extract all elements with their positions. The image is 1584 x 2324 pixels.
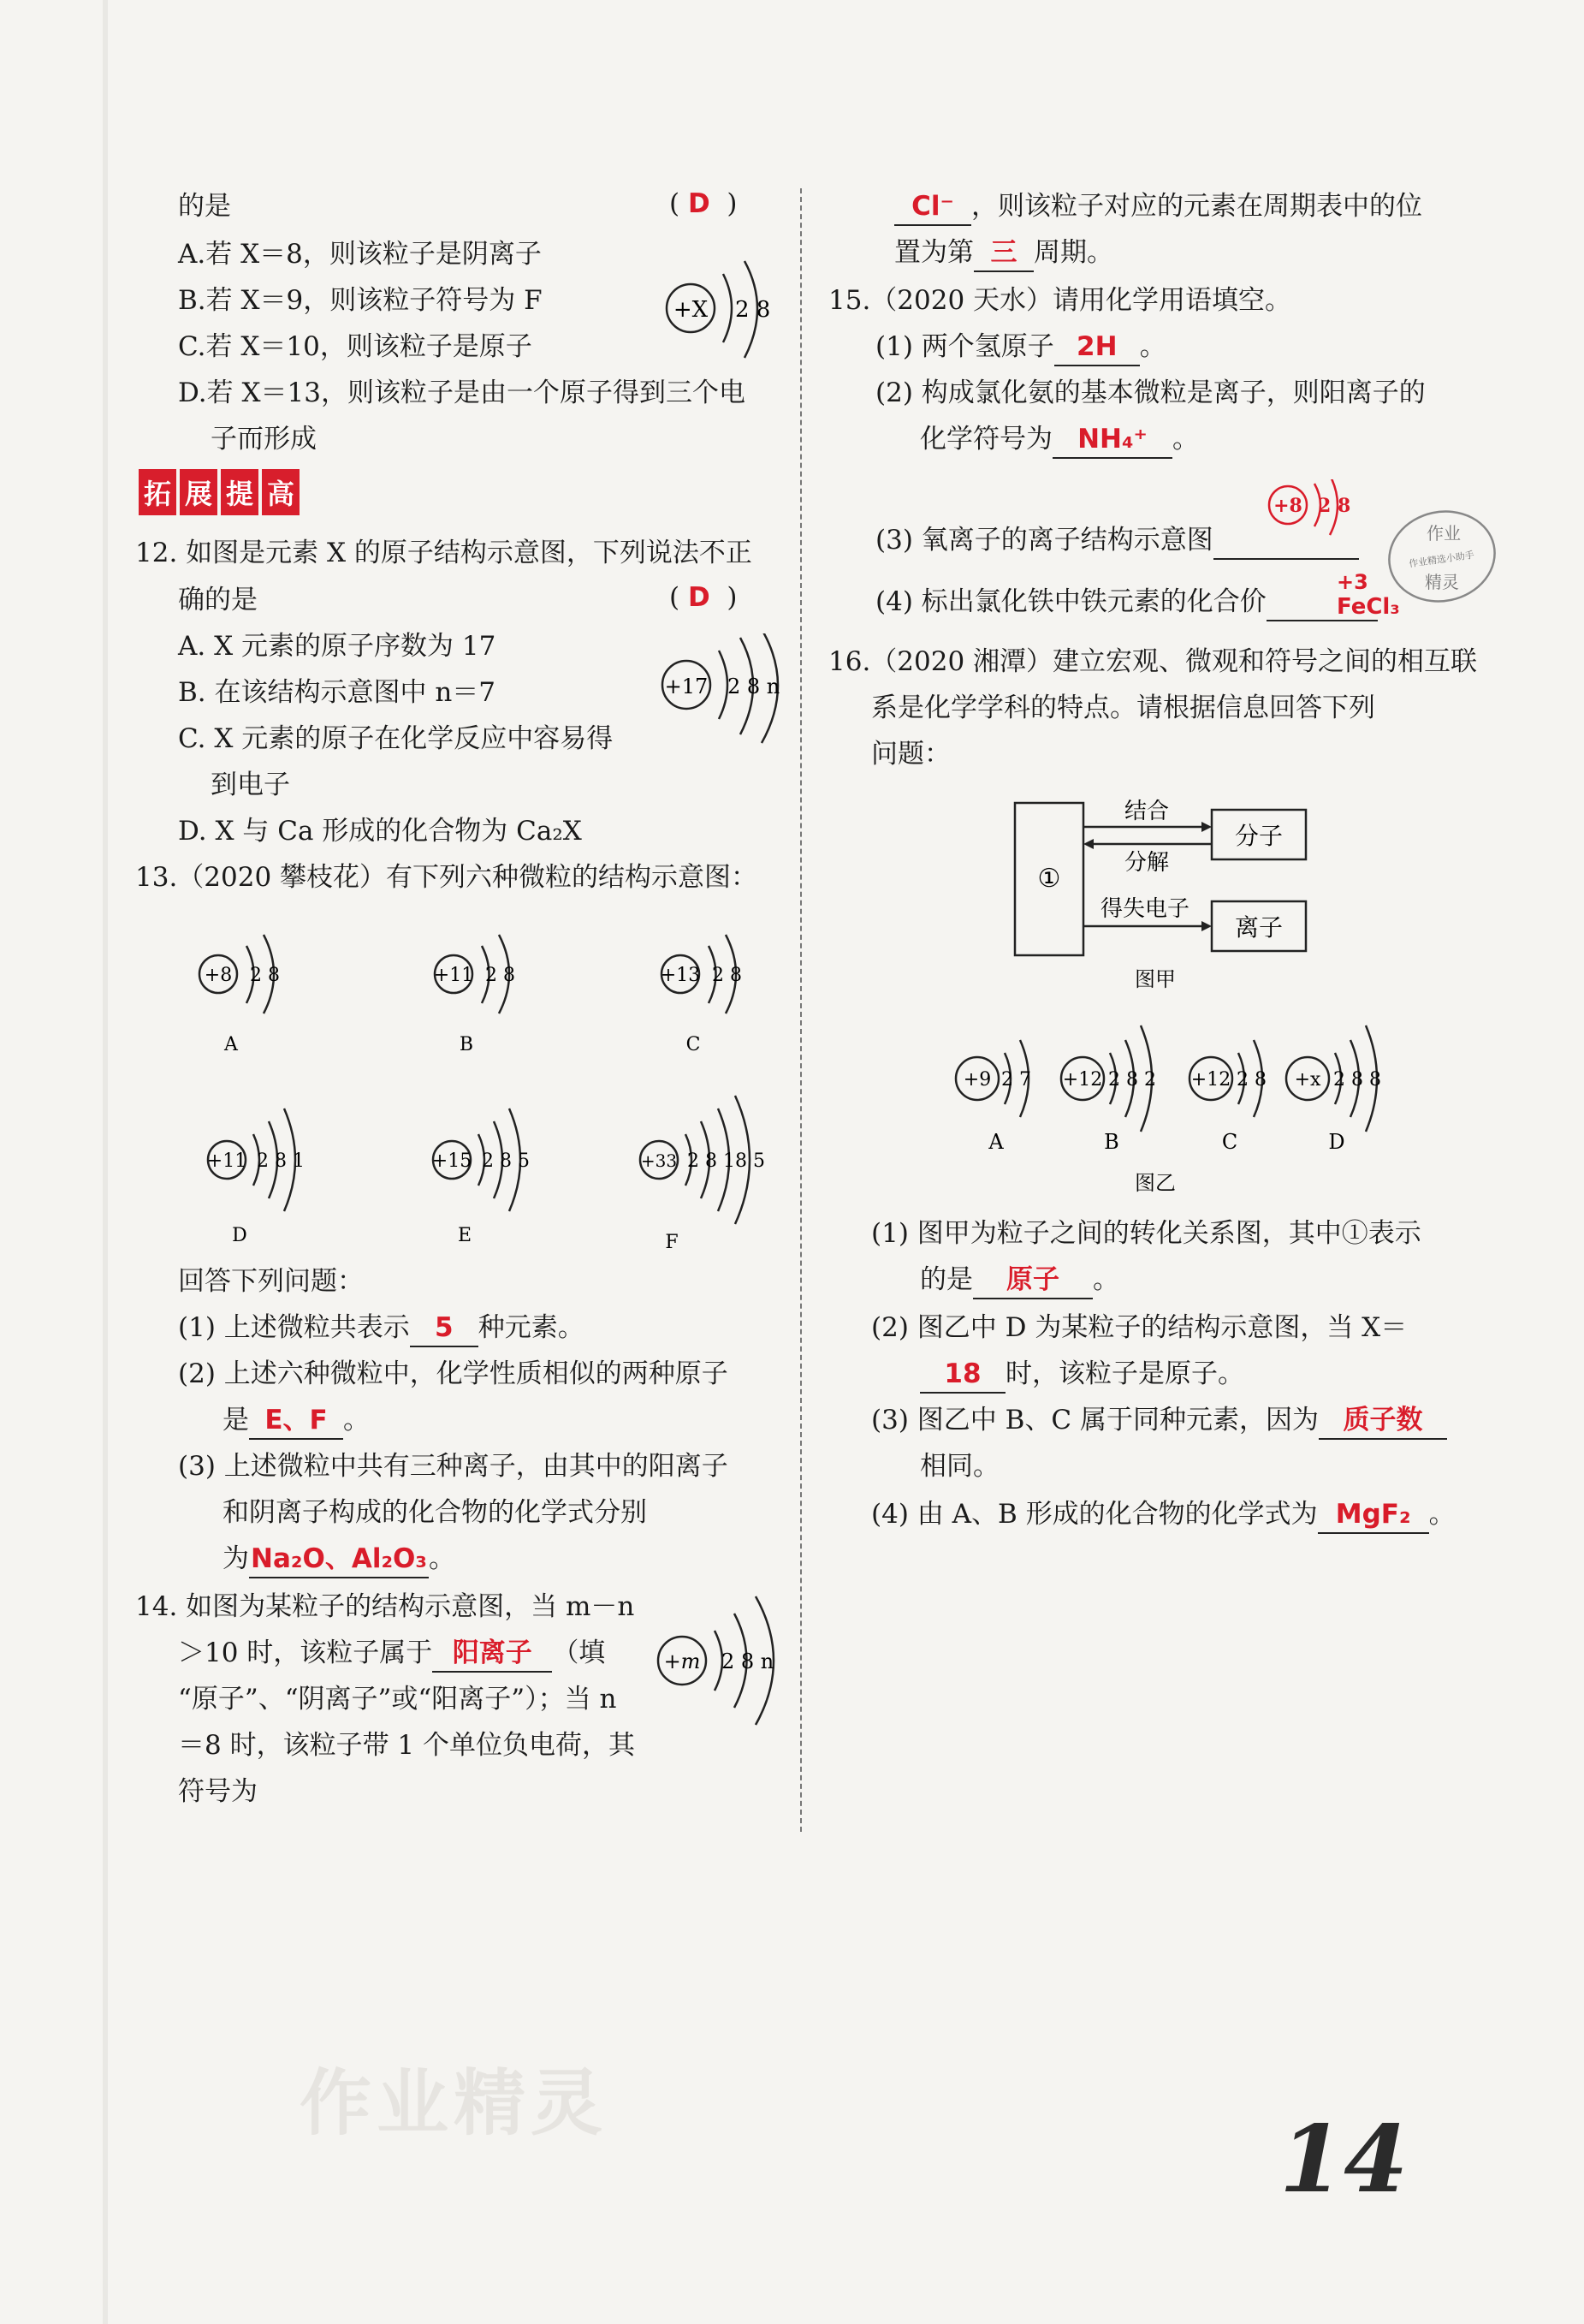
svg-text:2 7: 2 7 <box>1001 1069 1031 1091</box>
svg-text:2 8 1: 2 8 1 <box>257 1150 305 1172</box>
section-banner: 拓 展 提 高 <box>139 469 303 514</box>
svg-text:2 8: 2 8 <box>1318 495 1351 517</box>
q13-atom-c <box>661 935 742 1055</box>
figure-jia-circle: ① <box>1037 864 1061 894</box>
svg-text:分子: 分子 <box>1234 822 1284 850</box>
page-edge-shadow <box>103 0 108 2324</box>
q12-answer: D <box>687 582 710 613</box>
svg-text:+17: +17 <box>664 675 709 698</box>
q13-title: 13.（2020 攀枝花）有下列六种微粒的结构示意图： <box>135 862 758 893</box>
svg-text:+33: +33 <box>640 1150 678 1171</box>
q14-answer-3: 三 <box>974 235 1034 272</box>
q11-answer: D <box>687 188 710 219</box>
q16-part1: (1) 图甲为粒子之间的转化关系图，其中①表示 <box>871 1218 1421 1249</box>
svg-text:2 8 18 5: 2 8 18 5 <box>687 1150 765 1172</box>
q14-cont-line2: 置为第 三 周期。 <box>894 235 1113 272</box>
q11-tail: 的是 <box>178 191 231 222</box>
q14-line5: 符号为 <box>178 1776 258 1807</box>
svg-text:A: A <box>224 1034 238 1055</box>
figure-jia <box>1010 788 1318 993</box>
stamp-seal <box>1382 501 1502 612</box>
svg-text:精灵: 精灵 <box>1425 572 1459 592</box>
svg-text:2 8 n: 2 8 n <box>727 675 780 698</box>
q11-shells: 2 8 <box>735 297 771 323</box>
q12-stem-cont: 确的是 <box>178 585 258 615</box>
q15-part4: (4) 标出氯化铁中铁元素的化合价 <box>875 584 1378 621</box>
watermark: 作业精灵 <box>300 2061 608 2145</box>
q14-cont-line1: Cl⁻ ，则该粒子对应的元素在周期表中的位 <box>894 188 1422 226</box>
q13-part1-answer: 5 <box>410 1310 478 1347</box>
q14-line1: 14. 如图为某粒子的结构示意图，当 m－n <box>135 1591 635 1622</box>
svg-text:D: D <box>232 1225 247 1246</box>
svg-text:A: A <box>988 1130 1004 1154</box>
svg-text:作业精选小助手: 作业精选小助手 <box>1408 549 1475 570</box>
q11-atom-diagram <box>663 257 792 368</box>
q16-part2: (2) 图乙中 D 为某粒子的结构示意图，当 X＝ <box>871 1312 1408 1343</box>
q13-part2: (2) 上述六种微粒中，化学性质相似的两种原子 <box>178 1358 728 1389</box>
q15-part2-cont: 化学符号为 NH₄⁺ 。 <box>920 421 1199 459</box>
q14-line3: “原子”、“阴离子”或“阳离子”）；当 n <box>178 1684 617 1715</box>
figure-jia-caption: 图甲 <box>1135 967 1176 991</box>
svg-text:作业: 作业 <box>1427 523 1461 544</box>
svg-text:结合: 结合 <box>1124 799 1170 824</box>
svg-text:2 8: 2 8 <box>1237 1069 1267 1091</box>
q11-answer-paren: ( D ) <box>669 188 738 219</box>
q13-atom-f <box>640 1096 765 1253</box>
q11-option-c: C.若 X＝10，则该粒子是原子 <box>178 331 532 362</box>
page-number: 14 <box>1279 2106 1409 2214</box>
q16-line2: 系是化学学科的特点。请根据信息回答下列 <box>871 692 1375 723</box>
q13-part1: (1) 上述微粒共表示 5 种元素。 <box>178 1310 584 1347</box>
svg-text:+11: +11 <box>206 1150 247 1172</box>
svg-text:+x: +x <box>1294 1069 1321 1091</box>
q14-line2: ＞10 时，该粒子属于 阳离子 （填 <box>178 1635 605 1673</box>
svg-text:B: B <box>1104 1130 1119 1154</box>
svg-text:D: D <box>1328 1130 1345 1154</box>
column-divider <box>800 188 802 1832</box>
q16-line1: 16.（2020 湘潭）建立宏观、微观和符号之间的相互联 <box>828 646 1478 677</box>
q12-stem: 12. 如图是元素 X 的原子结构示意图，下列说法不正 <box>135 538 752 568</box>
q11-option-b: B.若 X＝9，则该粒子符号为 F <box>178 285 543 316</box>
svg-text:E: E <box>457 1225 472 1246</box>
q16-part1-answer: 原子 <box>973 1262 1093 1299</box>
figure-yi-atom-c <box>1189 1040 1267 1154</box>
q16-part3-answer: 质子数 <box>1319 1402 1447 1440</box>
q13-part3-cont: 和阴离子构成的化合物的化学式分别 <box>222 1497 647 1528</box>
q15-part2-answer: NH₄⁺ <box>1053 421 1172 459</box>
q13-part3-answer: Na₂O、Al₂O₃ <box>249 1541 429 1578</box>
q13-atom-d <box>207 1109 305 1246</box>
svg-text:C: C <box>1221 1130 1238 1154</box>
svg-text:+12: +12 <box>1190 1069 1231 1091</box>
svg-text:2 8 8: 2 8 8 <box>1333 1069 1381 1091</box>
svg-text:+m: +m <box>663 1649 701 1673</box>
q13-atom-e <box>432 1109 530 1246</box>
figure-yi-atom-a <box>956 1040 1031 1154</box>
svg-text:C: C <box>685 1034 701 1055</box>
q14-answer-1: 阳离子 <box>432 1635 552 1673</box>
q11-nucleus: +X <box>673 297 709 323</box>
q15-part3-answer-diagram <box>1258 479 1378 574</box>
svg-text:F: F <box>665 1232 679 1253</box>
q13-part2-answer: E、F <box>249 1402 343 1440</box>
svg-text:+13: +13 <box>660 965 701 986</box>
q14-line4: ＝8 时，该粒子带 1 个单位负电荷，其 <box>178 1730 636 1761</box>
figure-yi-atom-b <box>1061 1025 1156 1154</box>
q11-option-d-cont: 子而形成 <box>211 424 317 455</box>
svg-text:+9: +9 <box>963 1069 992 1091</box>
q16-part3-cont: 相同。 <box>920 1451 1000 1482</box>
q14-answer-2: Cl⁻ <box>894 188 971 226</box>
q13-part3: (3) 上述微粒中共有三种离子，由其中的阳离子 <box>178 1451 728 1482</box>
svg-text:离子: 离子 <box>1234 913 1284 942</box>
q15-part4-answer: FeCl₃ <box>1337 594 1400 620</box>
q13-atom-b <box>434 935 515 1055</box>
q12-atom-diagram <box>659 633 796 745</box>
q16-part4-answer: MgF₂ <box>1318 1496 1429 1534</box>
svg-text:+12: +12 <box>1062 1069 1103 1091</box>
svg-text:2 8: 2 8 <box>485 965 515 986</box>
figure-yi-atom-d <box>1286 1025 1381 1154</box>
q13-part3-ans-line: 为Na₂O、Al₂O₃。 <box>222 1541 455 1578</box>
q15-part4-valence: +3 <box>1337 570 1368 594</box>
q12-option-c: C. X 元素的原子在化学反应中容易得 <box>178 723 614 754</box>
q15-part1-answer: 2H <box>1054 329 1140 366</box>
q13-prompt: 回答下列问题： <box>178 1266 364 1297</box>
q12-option-b: B. 在该结构示意图中 n＝7 <box>178 677 496 708</box>
svg-text:B: B <box>459 1034 474 1055</box>
q12-option-c-cont: 到电子 <box>211 770 290 800</box>
q12-option-a: A. X 元素的原子序数为 17 <box>178 631 496 662</box>
q12-option-d: D. X 与 Ca 形成的化合物为 Ca₂X <box>178 816 582 847</box>
q16-part2-answer: 18 <box>920 1356 1006 1394</box>
svg-text:+8: +8 <box>204 965 233 986</box>
q13-atom-a <box>199 935 280 1055</box>
svg-text:2 8 2: 2 8 2 <box>1108 1069 1156 1091</box>
q16-part3: (3) 图乙中 B、C 属于同种元素，因为 质子数 <box>871 1402 1447 1440</box>
q14-atom-diagram <box>655 1592 796 1729</box>
figure-yi-caption: 图乙 <box>1135 1171 1176 1195</box>
svg-text:+15: +15 <box>431 1150 472 1172</box>
q16-part4: (4) 由 A、B 形成的化合物的化学式为 MgF₂ 。 <box>871 1496 1456 1534</box>
figure-yi <box>941 1010 1403 1198</box>
svg-text:2 8: 2 8 <box>712 965 742 986</box>
svg-text:得失电子: 得失电子 <box>1100 896 1190 922</box>
q15-part1: (1) 两个氢原子 2H 。 <box>875 329 1166 366</box>
q13-atom-diagrams <box>180 907 796 1267</box>
q11-option-d: D.若 X＝13，则该粒子是由一个原子得到三个电 <box>178 377 745 408</box>
svg-text:分解: 分解 <box>1124 850 1170 876</box>
q16-part2-cont: 18 时，该粒子是原子。 <box>920 1356 1244 1394</box>
q16-part1-cont: 的是 原子 。 <box>920 1262 1119 1299</box>
q13-part2-cont: 是 E、F 。 <box>222 1402 370 1440</box>
q15-title: 15.（2020 天水）请用化学用语填空。 <box>828 285 1292 316</box>
svg-text:+8: +8 <box>1273 495 1302 517</box>
q16-line3: 问题： <box>871 739 951 770</box>
svg-text:2 8 5: 2 8 5 <box>482 1150 530 1172</box>
svg-text:+11: +11 <box>433 965 474 986</box>
q15-part2: (2) 构成氯化氨的基本微粒是离子，则阳离子的 <box>875 377 1426 408</box>
q15-part3: (3) 氧离子的离子结构示意图 <box>875 522 1359 560</box>
q11-option-a: A.若 X＝8，则该粒子是阴离子 <box>178 239 542 270</box>
svg-text:2 8: 2 8 <box>250 965 280 986</box>
svg-text:2 8 n: 2 8 n <box>721 1649 774 1673</box>
q12-answer-paren: ( D ) <box>669 582 738 613</box>
